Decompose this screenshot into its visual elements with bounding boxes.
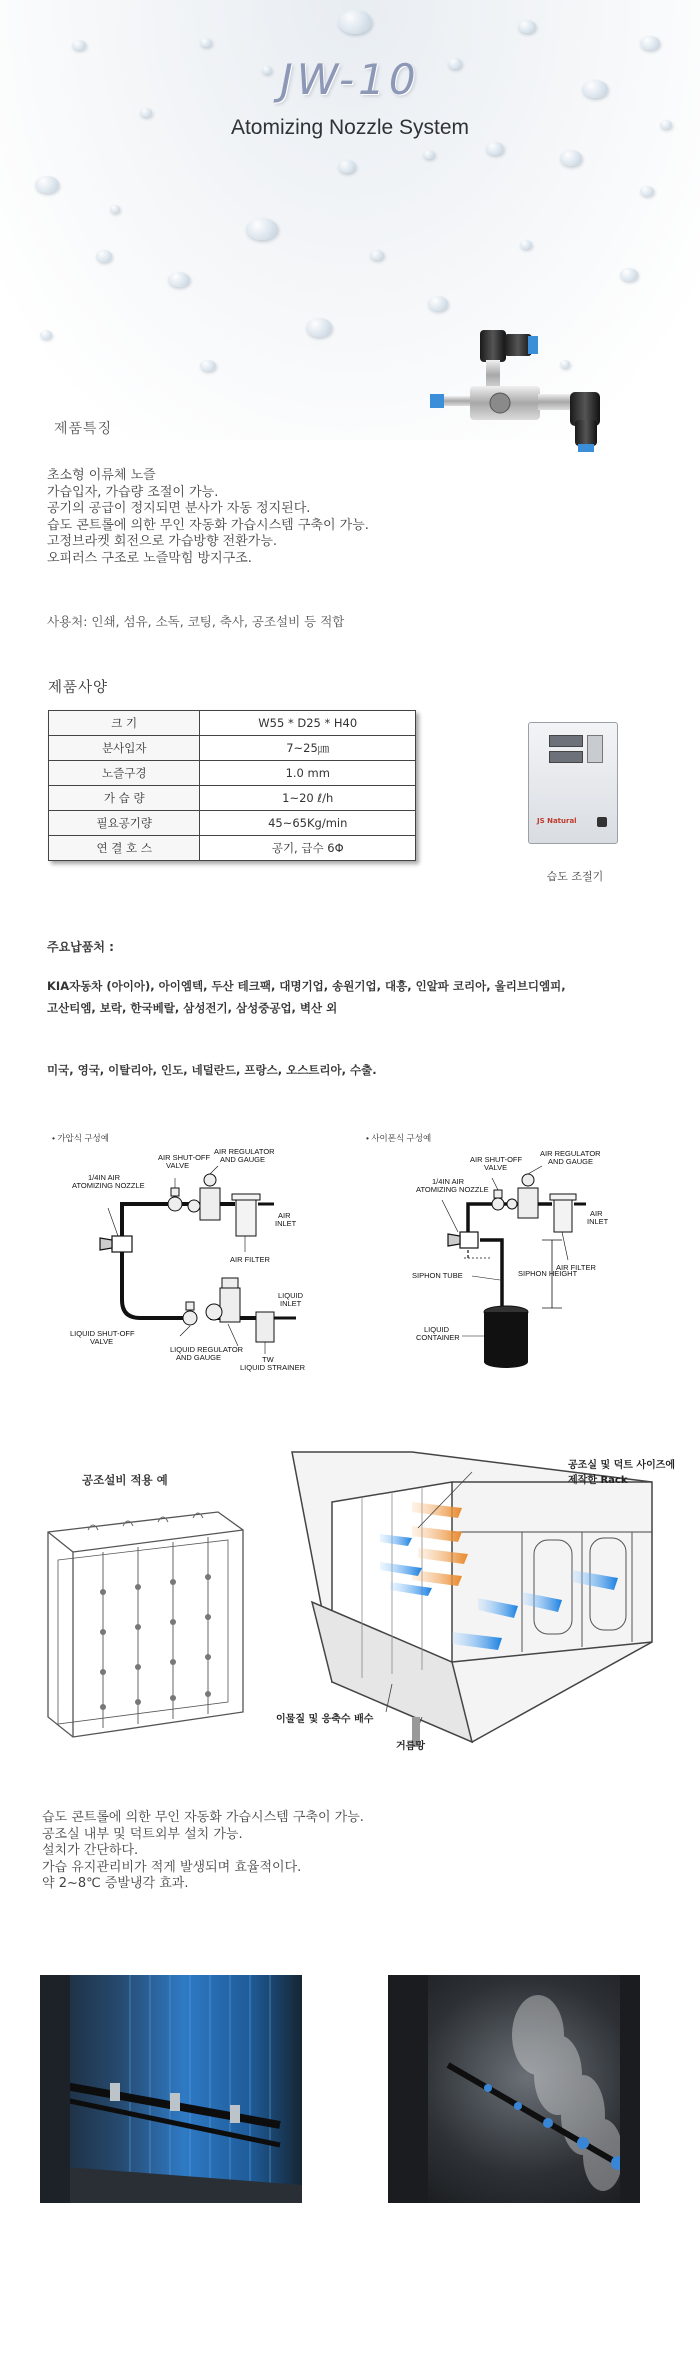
- feature-item: 가습입자, 가습량 조절이 가능.: [47, 484, 219, 500]
- rack-label: [568, 1456, 675, 1486]
- label-liquid-regulator: AND GAUGE: [176, 1353, 222, 1362]
- table-row: 필요공기량 45~65Kg/min: [49, 811, 416, 836]
- installation-photo-left: [40, 1975, 302, 2203]
- table-row: 크 기 W55 * D25 * H40: [49, 711, 416, 736]
- rack-label-line: 제작한 Rack: [568, 1475, 628, 1486]
- clients-line: KIA자동차 (아이아), 아이엠텍, 두산 테크팩, 대명기업, 송원기업, 대흥, 인알파 코리아, 울리브디엠피,: [47, 979, 566, 993]
- label-liquid-regulator: LIQUID REGULATOR: [170, 1345, 244, 1354]
- label-liquid-inlet: INLET: [280, 1299, 302, 1308]
- label-siphon-tube: SIPHON TUBE: [412, 1271, 463, 1280]
- clients-list: [47, 975, 667, 1019]
- label-air-shutoff: VALVE: [166, 1161, 190, 1170]
- installation-photo-right: [388, 1975, 640, 2203]
- label-nozzle: ATOMIZING NOZZLE: [72, 1181, 145, 1190]
- product-model-title: JW-10: [280, 55, 420, 104]
- rack-label-line: 공조실 및 덕트 사이즈에: [568, 1460, 676, 1471]
- label-liquid-shutoff: VALVE: [90, 1337, 114, 1346]
- benefit-item: 습도 콘트롤에 의한 무인 자동화 가습시스템 구축이 가능.: [42, 1810, 364, 1825]
- controller-caption: 습도 조절기: [546, 870, 604, 883]
- feature-item: 고정브라켓 회전으로 가습방향 전환가능.: [47, 534, 278, 549]
- siphon-diagram-caption: • 사이폰식 구성예: [366, 1133, 432, 1143]
- label-air-regulator: AND GAUGE: [220, 1155, 266, 1164]
- benefit-item: 약 2~8℃ 증발냉각 효과.: [42, 1876, 189, 1891]
- label-air-filter: AIR FILTER: [230, 1255, 270, 1264]
- pressure-type-diagram: [50, 1140, 350, 1390]
- features-heading: 제품특징: [54, 421, 113, 437]
- features-list: [47, 468, 507, 567]
- product-subtitle: Atomizing Nozzle System: [230, 116, 470, 139]
- clients-line: 고산티엠, 보락, 한국베랄, 삼성전기, 삼성중공업, 벽산 외: [47, 1001, 338, 1015]
- label-liquid-shutoff: LIQUID SHUT-OFF: [70, 1329, 135, 1338]
- label-air-inlet: AIR: [278, 1211, 291, 1220]
- label-air-regulator: AND GAUGE: [548, 1157, 594, 1166]
- label-strainer: LIQUID STRAINER: [240, 1363, 306, 1372]
- label-air-inlet: INLET: [275, 1219, 297, 1228]
- feature-item: 공기의 공급이 정지되면 분사가 자동 정지된다.: [47, 501, 311, 516]
- label-nozzle: ATOMIZING NOZZLE: [416, 1185, 489, 1194]
- label-air-shutoff: AIR SHUT-OFF: [158, 1153, 211, 1162]
- clients-title: 주요납품처 :: [47, 940, 114, 954]
- usage-text: 사용처: 인쇄, 섬유, 소독, 코팅, 축사, 공조설비 등 적합: [47, 614, 345, 629]
- export-countries: 미국, 영국, 이탈리아, 인도, 네덜란드, 프랑스, 오스트리아, 수출.: [47, 1063, 377, 1077]
- filter-mesh-label: 거름망: [396, 1741, 425, 1752]
- humidity-controller-image: [528, 722, 618, 844]
- table-row: 분사입자 7~25㎛: [49, 736, 416, 761]
- label-air-filter: AIR FILTER: [556, 1263, 596, 1272]
- rack-drawing: [28, 1502, 258, 1752]
- table-row: 가 습 량 1~20 ℓ/h: [49, 786, 416, 811]
- benefit-item: 공조실 내부 및 덕트외부 설치 가능.: [42, 1826, 243, 1842]
- nozzle-product-image: [430, 330, 630, 480]
- benefit-item: 가습 유지관리비가 적게 발생되며 효율적이다.: [42, 1859, 302, 1875]
- controller-brand: JS Natural: [537, 817, 577, 825]
- label-siphon-height: SIPHON HEIGHT: [518, 1269, 578, 1278]
- label-liquid-container: LIQUID: [424, 1325, 450, 1334]
- table-row: 노즐구경 1.0 mm: [49, 761, 416, 786]
- specs-heading: 제품사양: [48, 680, 109, 696]
- label-air-inlet: AIR: [590, 1209, 603, 1218]
- label-liquid-container: CONTAINER: [416, 1333, 460, 1342]
- benefits-list: [42, 1810, 562, 1893]
- label-liquid-inlet: LIQUID: [278, 1291, 304, 1300]
- label-nozzle: 1/4IN AIR: [88, 1173, 121, 1182]
- label-air-inlet: INLET: [587, 1217, 609, 1226]
- label-air-regulator: AIR REGULATOR: [540, 1149, 601, 1158]
- label-air-shutoff: AIR SHUT-OFF: [470, 1155, 523, 1164]
- spec-table: [48, 710, 416, 861]
- table-row: 연 결 호 스 공기, 급수 6Φ: [49, 836, 416, 861]
- feature-item: 초소형 이류체 노즐: [47, 468, 156, 483]
- label-strainer: TW: [262, 1355, 274, 1364]
- hvac-example-caption: 공조설비 적용 예: [82, 1473, 168, 1487]
- pressure-diagram-caption: • 가압식 구성예: [52, 1133, 109, 1143]
- siphon-type-diagram: [372, 1140, 672, 1380]
- label-air-shutoff: VALVE: [484, 1163, 508, 1172]
- feature-item: 습도 콘트롤에 의한 무인 자동화 가습시스템 구축이 가능.: [47, 517, 369, 533]
- feature-item: 오피러스 구조로 노즐막힘 방지구조.: [47, 550, 252, 566]
- label-air-regulator: AIR REGULATOR: [214, 1147, 275, 1156]
- drain-label: 이물질 및 응축수 배수: [276, 1714, 374, 1725]
- benefit-item: 설치가 간단하다.: [42, 1843, 139, 1858]
- label-nozzle: 1/4IN AIR: [432, 1177, 465, 1186]
